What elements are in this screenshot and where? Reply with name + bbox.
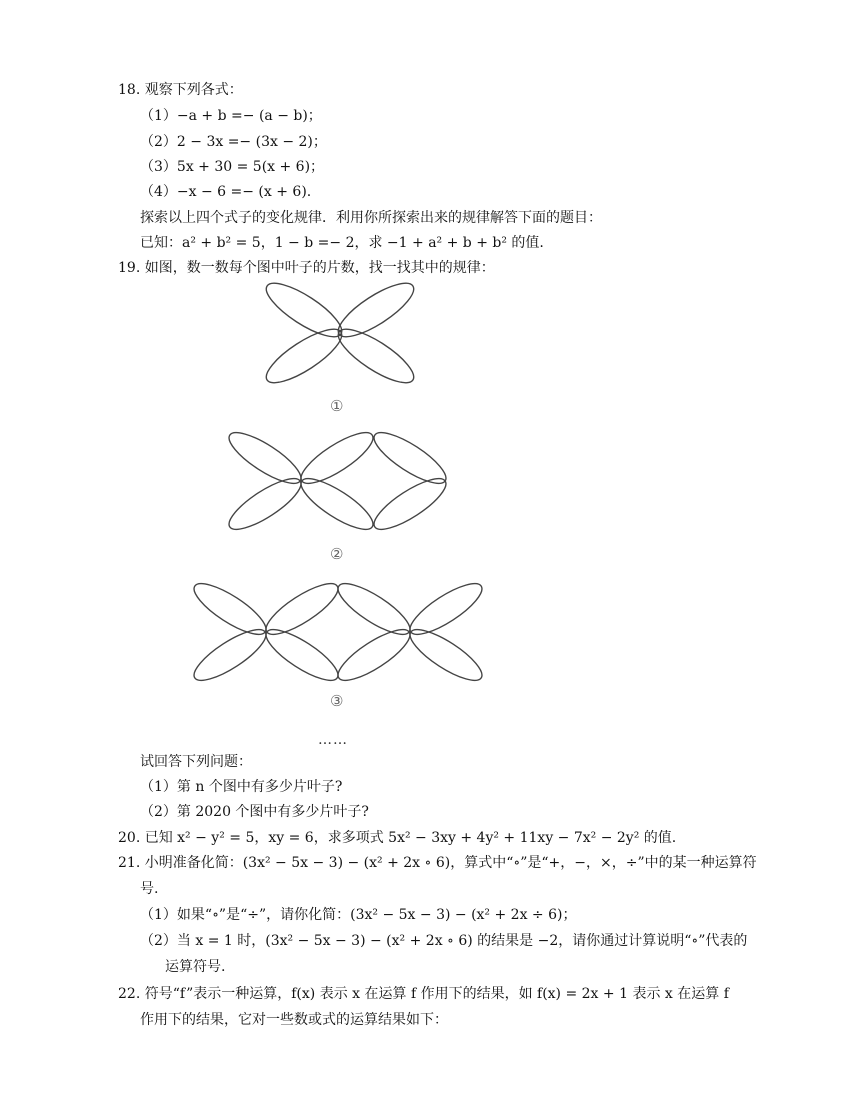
leaf bbox=[260, 621, 345, 689]
q19-item-1: （1）第 n 个图中有多少片叶子? bbox=[140, 779, 343, 795]
leaf bbox=[295, 470, 380, 538]
q21-item-1: （1）如果“∘”是“÷”，请你化简：(3x² − 5x − 3) − (x² + 2x ÷ 6)； bbox=[140, 907, 577, 923]
q22-stem-line1: 22. 符号“f”表示一种运算，f(x) 表示 x 在运算 f 作用下的结果，如 f(x) = 2x + 1 表示 x 在运算 f bbox=[118, 986, 729, 1002]
q21-stem-line1: 21. 小明准备化简：(3x² − 5x − 3) − (x² + 2x ∘ 6)，算式中“∘”是“+，−，×，÷”中的某一种运算符 bbox=[118, 855, 757, 871]
leaf bbox=[331, 274, 420, 345]
leaf bbox=[331, 320, 420, 391]
figure-label-1: ① bbox=[330, 397, 344, 415]
leaf bbox=[332, 575, 417, 643]
q21-item-2-line2: 运算符号. bbox=[165, 959, 226, 975]
q22-stem-line2: 作用下的结果，它对一些数或式的运算结果如下： bbox=[140, 1012, 448, 1028]
ellipsis: …… bbox=[318, 732, 348, 748]
leaf bbox=[259, 320, 348, 391]
q21-item-2-line1: （2）当 x = 1 时，(3x² − 5x − 3) − (x² + 2x ∘ 6) 的结果是 −2，请你通过计算说明“∘”代表的 bbox=[140, 933, 748, 949]
q18-explore: 探索以上四个式子的变化规律．利用你所探索出来的规律解答下面的题目： bbox=[140, 210, 602, 226]
leaf bbox=[223, 470, 308, 538]
q18-given: 已知：a² + b² = 5，1 − b =− 2，求 −1 + a² + b + b² 的值. bbox=[140, 235, 544, 251]
q19-item-2: （2）第 2020 个图中有多少片叶子? bbox=[140, 804, 369, 820]
q18-stem: 18. 观察下列各式： bbox=[118, 82, 243, 98]
q21-stem-line2: 号. bbox=[140, 881, 159, 897]
leaf bbox=[188, 621, 273, 689]
q20-stem: 20. 已知 x² − y² = 5，xy = 6，求多项式 5x² − 3xy + 4y² + 11xy − 7x² − 2y² 的值. bbox=[118, 830, 677, 846]
leaf bbox=[295, 424, 380, 492]
leaf bbox=[404, 621, 489, 689]
leaf bbox=[332, 621, 417, 689]
leaf bbox=[260, 575, 345, 643]
q18-item-1: （1）−a + b =− (a − b)； bbox=[140, 108, 322, 124]
q18-item-4: （4）−x − 6 =− (x + 6). bbox=[140, 184, 312, 200]
q18-item-3: （3）5x + 30 = 5(x + 6)； bbox=[140, 159, 325, 175]
q18-item-2: （2）2 − 3x =− (3x − 2)； bbox=[140, 134, 327, 150]
leaf bbox=[188, 575, 273, 643]
leaf bbox=[368, 424, 453, 492]
q19-stem: 19. 如图，数一数每个图中叶子的片数，找一找其中的规律： bbox=[118, 260, 495, 276]
leaf bbox=[259, 274, 348, 345]
leaf bbox=[368, 470, 453, 538]
q19-ask: 试回答下列问题： bbox=[140, 754, 252, 770]
figure-label-2: ② bbox=[330, 545, 344, 563]
leaf bbox=[404, 575, 489, 643]
figure-label-3: ③ bbox=[330, 692, 344, 710]
leaf bbox=[223, 424, 308, 492]
